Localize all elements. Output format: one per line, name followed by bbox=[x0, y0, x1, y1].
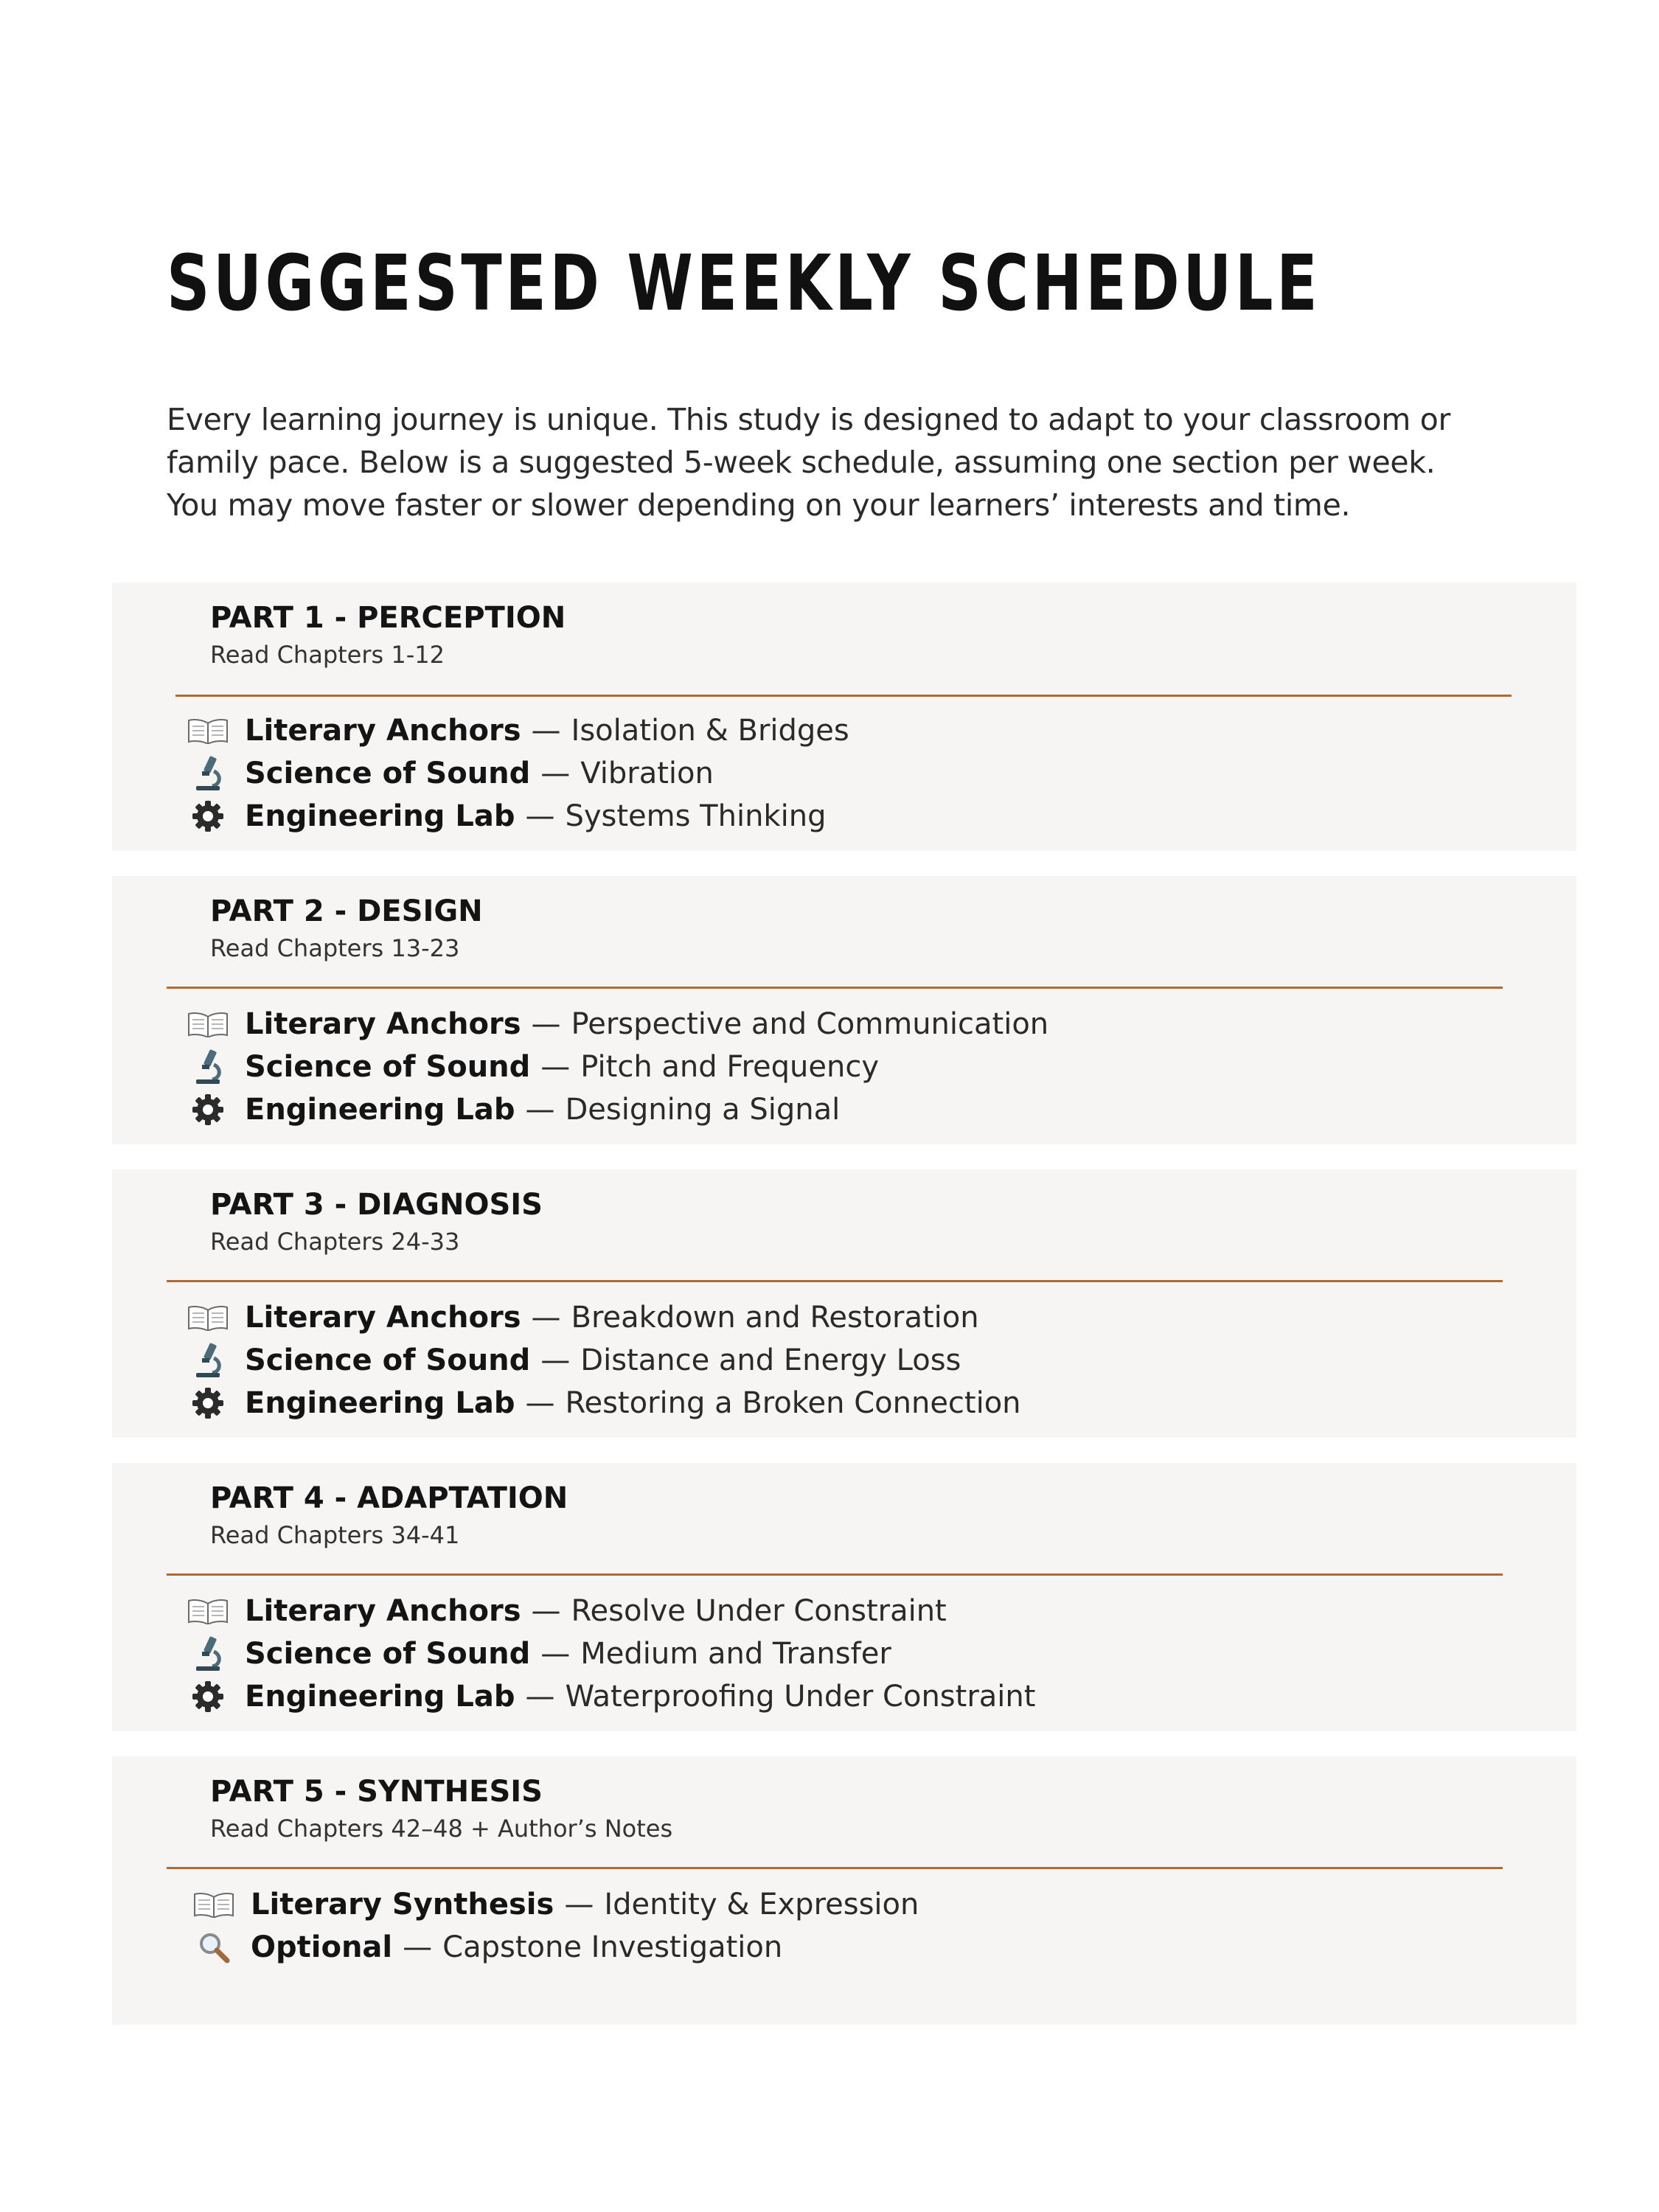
activity-detail: Pitch and Frequency bbox=[580, 1050, 880, 1084]
activity-item bbox=[186, 1339, 1021, 1382]
activity-name: Literary Anchors bbox=[245, 1007, 521, 1041]
activity-detail: Resolve Under Constraint bbox=[571, 1594, 947, 1628]
activity-item bbox=[186, 1590, 1035, 1632]
activity-name: Engineering Lab bbox=[245, 799, 515, 833]
microscope-icon bbox=[186, 1048, 230, 1086]
activity-separator: — bbox=[525, 1680, 555, 1714]
activity-detail: Perspective and Communication bbox=[571, 1007, 1049, 1041]
activity-name: Science of Sound bbox=[245, 1637, 531, 1671]
schedule-section-part-4 bbox=[112, 1463, 1576, 1731]
section-activity-list bbox=[186, 1590, 1035, 1718]
section-title: PART 2 - DESIGN bbox=[210, 894, 483, 928]
open-book-icon bbox=[192, 1885, 236, 1924]
activity-separator: — bbox=[531, 1301, 561, 1335]
section-reading: Read Chapters 13-23 bbox=[210, 934, 460, 962]
activity-detail: Designing a Signal bbox=[565, 1093, 841, 1127]
activity-name: Science of Sound bbox=[245, 1050, 531, 1084]
activity-detail: Distance and Energy Loss bbox=[580, 1343, 961, 1377]
activity-separator: — bbox=[564, 1888, 594, 1921]
activity-detail: Breakdown and Restoration bbox=[571, 1301, 979, 1335]
activity-name: Engineering Lab bbox=[245, 1386, 515, 1420]
activity-separator: — bbox=[525, 799, 555, 833]
section-title: PART 4 - ADAPTATION bbox=[210, 1481, 568, 1515]
activity-detail: Medium and Transfer bbox=[580, 1637, 891, 1671]
activity-detail: Isolation & Bridges bbox=[571, 714, 849, 748]
activity-item bbox=[192, 1883, 919, 1926]
section-divider bbox=[167, 1280, 1503, 1282]
section-reading: Read Chapters 34-41 bbox=[210, 1521, 460, 1549]
activity-item bbox=[186, 1296, 1021, 1339]
section-divider bbox=[167, 987, 1503, 989]
activity-item bbox=[186, 1382, 1021, 1425]
microscope-icon bbox=[186, 754, 230, 793]
open-book-icon bbox=[186, 1298, 230, 1337]
activity-name: Engineering Lab bbox=[245, 1093, 515, 1127]
section-activity-list bbox=[186, 709, 849, 838]
activity-item bbox=[186, 795, 849, 838]
activity-name: Science of Sound bbox=[245, 757, 531, 790]
activity-separator: — bbox=[403, 1930, 433, 1964]
activity-name: Literary Anchors bbox=[245, 714, 521, 748]
activity-item bbox=[186, 1088, 1048, 1131]
activity-name: Science of Sound bbox=[245, 1343, 531, 1377]
activity-separator: — bbox=[540, 1343, 571, 1377]
activity-detail: Vibration bbox=[580, 757, 714, 790]
activity-item bbox=[186, 1632, 1035, 1675]
section-activity-list bbox=[186, 1003, 1048, 1131]
open-book-icon bbox=[186, 712, 230, 750]
section-divider bbox=[175, 695, 1512, 697]
activity-item bbox=[186, 1675, 1035, 1718]
schedule-section-part-2 bbox=[112, 876, 1576, 1144]
activity-separator: — bbox=[540, 1637, 571, 1671]
gear-icon bbox=[186, 797, 230, 835]
open-book-icon bbox=[186, 1592, 230, 1630]
activity-name: Literary Anchors bbox=[245, 1594, 521, 1628]
microscope-icon bbox=[186, 1635, 230, 1673]
activity-detail: Systems Thinking bbox=[565, 799, 827, 833]
section-reading: Read Chapters 1-12 bbox=[210, 641, 445, 669]
activity-separator: — bbox=[531, 714, 561, 748]
activity-item bbox=[186, 752, 849, 795]
section-title: PART 3 - DIAGNOSIS bbox=[210, 1188, 543, 1222]
open-book-icon bbox=[186, 1005, 230, 1043]
activity-item bbox=[192, 1926, 919, 1969]
activity-name: Optional bbox=[251, 1930, 393, 1964]
gear-icon bbox=[186, 1384, 230, 1422]
activity-separator: — bbox=[525, 1093, 555, 1127]
schedule-section-part-1 bbox=[112, 582, 1576, 851]
activity-item bbox=[186, 709, 849, 752]
section-divider bbox=[167, 1573, 1503, 1576]
activity-detail: Capstone Investigation bbox=[442, 1930, 783, 1964]
schedule-section-part-3 bbox=[112, 1169, 1576, 1438]
magnifying-glass-icon bbox=[192, 1928, 236, 1966]
gear-icon bbox=[186, 1677, 230, 1716]
activity-detail: Restoring a Broken Connection bbox=[565, 1386, 1021, 1420]
activity-separator: — bbox=[525, 1386, 555, 1420]
activity-separator: — bbox=[540, 757, 571, 790]
section-activity-list bbox=[192, 1883, 919, 1969]
intro-paragraph: Every learning journey is unique. This study is designed to adapt to your classroom or family pace. Below is a suggested 5-week schedule, assuming one section per week. You may move faster or slower depending on your learners’ interests and time. bbox=[167, 402, 1451, 523]
activity-name: Literary Anchors bbox=[245, 1301, 521, 1335]
activity-separator: — bbox=[531, 1594, 561, 1628]
activity-item bbox=[186, 1046, 1048, 1088]
section-title: PART 5 - SYNTHESIS bbox=[210, 1775, 543, 1809]
activity-separator: — bbox=[540, 1050, 571, 1084]
activity-separator: — bbox=[531, 1007, 561, 1041]
activity-name: Literary Synthesis bbox=[251, 1888, 554, 1921]
section-reading: Read Chapters 42–48 + Author’s Notes bbox=[210, 1815, 673, 1843]
microscope-icon bbox=[186, 1341, 230, 1380]
activity-detail: Identity & Expression bbox=[604, 1888, 919, 1921]
activity-detail: Waterproofing Under Constraint bbox=[565, 1680, 1036, 1714]
section-reading: Read Chapters 24-33 bbox=[210, 1228, 460, 1256]
schedule-section-part-5 bbox=[112, 1756, 1576, 2025]
gear-icon bbox=[186, 1091, 230, 1129]
section-activity-list bbox=[186, 1296, 1021, 1425]
activity-item bbox=[186, 1003, 1048, 1046]
page-title: SUGGESTED WEEKLY SCHEDULE bbox=[167, 238, 1321, 328]
activity-name: Engineering Lab bbox=[245, 1680, 515, 1714]
section-title: PART 1 - PERCEPTION bbox=[210, 601, 566, 635]
section-divider bbox=[167, 1867, 1503, 1869]
